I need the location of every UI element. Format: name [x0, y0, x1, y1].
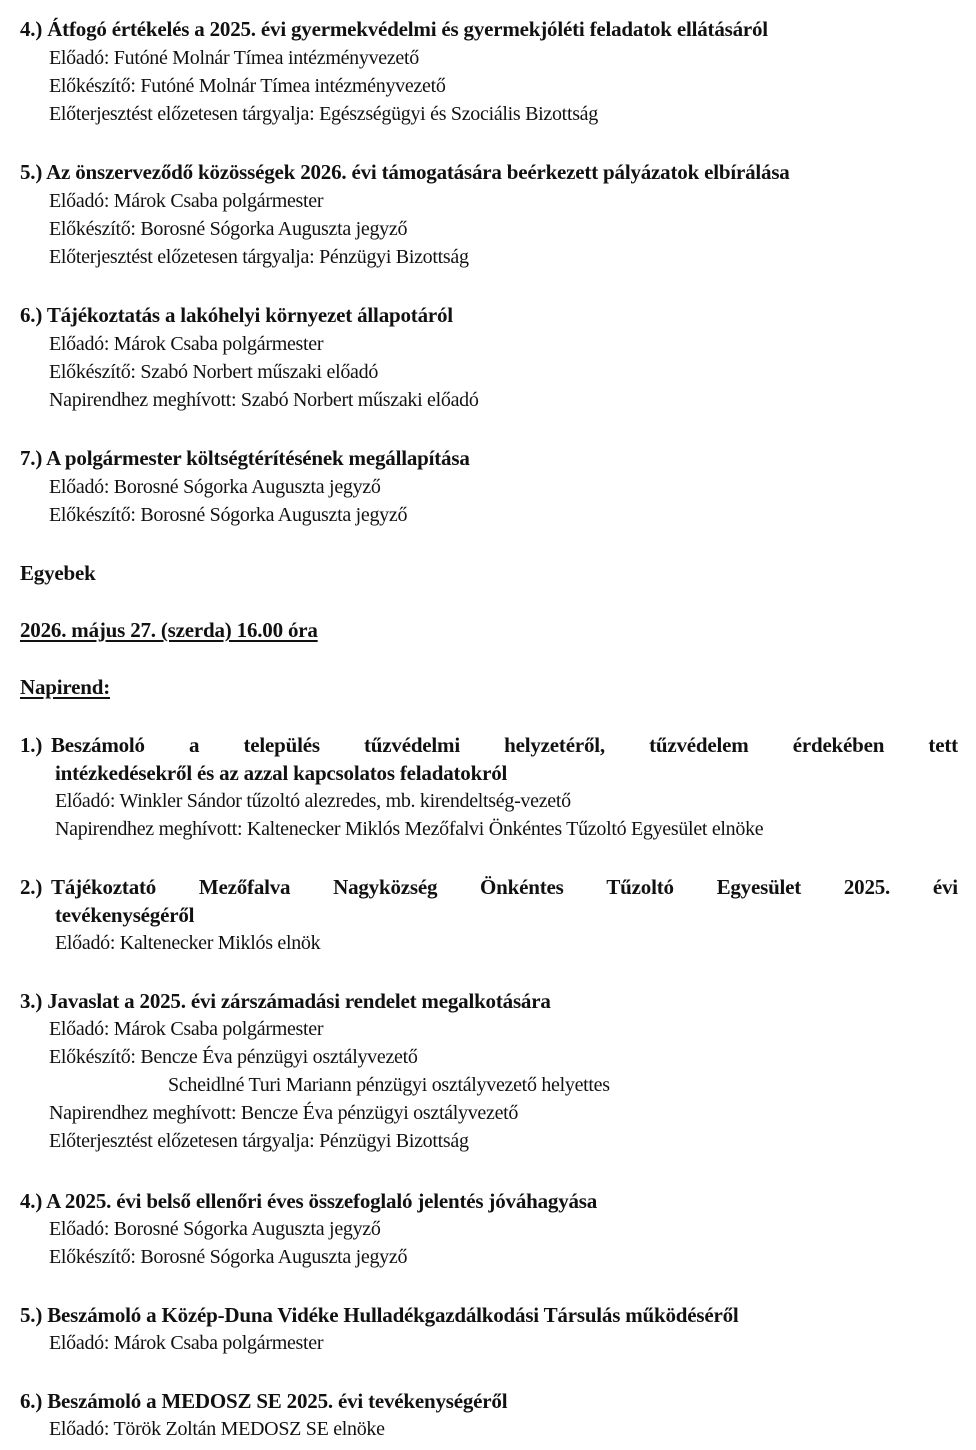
title-word: Egyesület — [716, 875, 802, 899]
agenda-item-number: 3.) — [20, 989, 43, 1013]
presenter-line: Előadó: Kaltenecker Miklós elnök — [55, 932, 321, 954]
agenda-item-title: Átfogó értékelés a 2025. évi gyermekvédelmi és gyermekjóléti feladatok ellátásáról — [47, 17, 768, 41]
presenter-line: Előadó: Winkler Sándor tűzoltó alezredes, mb. kirendeltség-vezető — [55, 790, 571, 812]
agenda-item-title: A polgármester költségtérítésének megállapítása — [46, 446, 470, 470]
agenda-item-title: Beszámoló a MEDOSZ SE 2025. évi tevékenységéről — [47, 1389, 508, 1413]
agenda-heading: Napirend: — [20, 675, 110, 699]
agenda-item-title-line2: tevékenységéről — [55, 903, 195, 927]
agenda-item-heading — [20, 301, 453, 329]
agenda-item-title-line1 — [51, 873, 958, 901]
invited-line: Napirendhez meghívott: Bencze Éva pénzügyi osztályvezető — [49, 1102, 519, 1124]
title-word: tűzvédelmi — [364, 733, 460, 757]
title-word: Nagyközség — [333, 875, 438, 899]
agenda-item-heading — [20, 731, 958, 759]
agenda-item-number: 5.) — [20, 160, 43, 184]
agenda-item-heading — [20, 15, 768, 43]
agenda-item-number: 4.) — [20, 17, 43, 41]
agenda-item-title: Beszámoló a Közép-Duna Vidéke Hulladékgazdálkodási Társulás működéséről — [47, 1303, 739, 1327]
agenda-item-title: Az önszerveződő közösségek 2026. évi támogatására beérkezett pályázatok elbírálása — [46, 160, 790, 184]
agenda-item-heading — [20, 158, 790, 186]
invited-line: Napirendhez meghívott: Kaltenecker Miklós Mezőfalvi Önkéntes Tűzoltó Egyesület elnöke — [55, 818, 764, 840]
presenter-line: Előadó: Márok Csaba polgármester — [49, 1332, 324, 1354]
preparer-line: Előkészítő: Borosné Sógorka Auguszta jegyző — [49, 1246, 408, 1268]
preparer-line: Előkészítő: Bencze Éva pénzügyi osztályvezető — [49, 1046, 418, 1068]
presenter-line: Előadó: Török Zoltán MEDOSZ SE elnöke — [49, 1418, 385, 1440]
presenter-line: Előadó: Márok Csaba polgármester — [49, 333, 324, 355]
agenda-item-heading — [20, 1301, 739, 1329]
other-matters-heading: Egyebek — [20, 561, 96, 585]
agenda-item-number: 5.) — [20, 1303, 43, 1327]
committee-line: Előterjesztést előzetesen tárgyalja: Egészségügyi és Szociális Bizottság — [49, 103, 598, 125]
agenda-item-title: Javaslat a 2025. évi zárszámadási rendelet megalkotására — [47, 989, 551, 1013]
preparer-line: Előkészítő: Szabó Norbert műszaki előadó — [49, 361, 379, 383]
title-word: Beszámoló — [51, 733, 145, 757]
agenda-item-number: 7.) — [20, 446, 43, 470]
title-word: település — [243, 733, 320, 757]
agenda-item-heading — [20, 444, 470, 472]
agenda-item-heading — [20, 873, 958, 901]
agenda-item-title-line2: intézkedésekről és az azzal kapcsolatos feladatokról — [55, 761, 508, 785]
agenda-item-title: A 2025. évi belső ellenőri éves összefoglaló jelentés jóváhagyása — [46, 1189, 598, 1213]
title-word: a — [189, 733, 200, 757]
title-word: helyzetéről, — [504, 733, 605, 757]
title-word: Mezőfalva — [198, 875, 291, 899]
presenter-line: Előadó: Futóné Molnár Tímea intézményvezető — [49, 47, 419, 69]
agenda-item-heading — [20, 1187, 597, 1215]
preparer-line-continued: Scheidlné Turi Mariann pénzügyi osztályvezető helyettes — [168, 1074, 610, 1096]
agenda-item-heading — [20, 1387, 507, 1415]
title-word: érdekében — [792, 733, 885, 757]
agenda-item-title: Tájékoztatás a lakóhelyi környezet állapotáról — [46, 303, 453, 327]
presenter-line: Előadó: Borosné Sógorka Auguszta jegyző — [49, 1218, 381, 1240]
agenda-item-heading — [20, 987, 551, 1015]
title-word: tett — [928, 733, 958, 757]
presenter-line: Előadó: Márok Csaba polgármester — [49, 1018, 324, 1040]
title-word: Tűzoltó — [606, 875, 674, 899]
title-word: Tájékoztató — [51, 875, 157, 899]
preparer-line: Előkészítő: Borosné Sógorka Auguszta jegyző — [49, 218, 408, 240]
session-date-heading: 2026. május 27. (szerda) 16.00 óra — [20, 618, 318, 642]
agenda-item-number: 4.) — [20, 1189, 43, 1213]
title-word: tűzvédelem — [649, 733, 749, 757]
agenda-item-number: 1.) — [20, 733, 43, 757]
agenda-item-number: 2.) — [20, 875, 43, 899]
committee-line: Előterjesztést előzetesen tárgyalja: Pénzügyi Bizottság — [49, 246, 469, 268]
preparer-line: Előkészítő: Borosné Sógorka Auguszta jegyző — [49, 504, 408, 526]
presenter-line: Előadó: Borosné Sógorka Auguszta jegyző — [49, 476, 381, 498]
title-word: Önkéntes — [480, 875, 564, 899]
title-word: 2025. — [843, 875, 891, 899]
presenter-line: Előadó: Márok Csaba polgármester — [49, 190, 324, 212]
agenda-item-title-line1 — [51, 731, 958, 759]
title-word: évi — [932, 875, 958, 899]
preparer-line: Előkészítő: Futóné Molnár Tímea intézményvezető — [49, 75, 446, 97]
agenda-item-number: 6.) — [20, 1389, 43, 1413]
committee-line: Előterjesztést előzetesen tárgyalja: Pénzügyi Bizottság — [49, 1130, 469, 1152]
agenda-item-number: 6.) — [20, 303, 43, 327]
invited-line: Napirendhez meghívott: Szabó Norbert műszaki előadó — [49, 389, 479, 411]
